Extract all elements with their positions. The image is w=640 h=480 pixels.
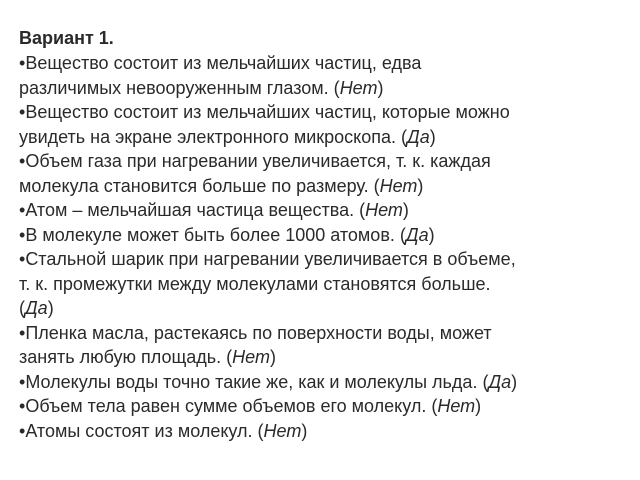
statement-text: В молекуле может быть более 1000 атомов. ( [25, 224, 406, 245]
bullet-marker: • [19, 249, 26, 269]
statement-text: т. к. промежутки между молекулами становятся больше. [19, 273, 491, 294]
answer-text: Да [488, 371, 512, 392]
bullet-marker: • [19, 224, 26, 245]
answer-text: Нет [339, 77, 378, 98]
answer-text: Нет [263, 420, 302, 441]
document [19, 26, 631, 443]
closing-paren: ) [377, 77, 384, 98]
bullet-marker: • [19, 396, 26, 416]
statement-text: Вещество состоит из мельчайших частиц, которые можно [25, 102, 510, 122]
statement-text: различимых невооруженным глазом. ( [19, 77, 340, 98]
statement-text: занять любую площадь. ( [19, 347, 233, 367]
statement-line [19, 100, 631, 125]
answer-text: Да [25, 298, 48, 318]
answer-text: Нет [437, 396, 476, 416]
closing-paren: ) [429, 126, 436, 147]
bullet-marker: • [19, 53, 26, 73]
closing-paren: ) [47, 298, 54, 318]
closing-paren: ) [475, 396, 482, 416]
statement-item [19, 247, 631, 321]
bullet-marker: • [19, 420, 26, 441]
answer-text: Нет [379, 175, 418, 196]
bullet-marker: • [19, 200, 26, 220]
statement-text: Объем тела равен сумме объемов его молекул. ( [25, 396, 438, 416]
answer-text: Да [407, 126, 430, 147]
statement-line [19, 223, 631, 248]
statement-line [19, 345, 631, 370]
statement-text: Объем газа при нагревании увеличивается, т. к. каждая [25, 151, 491, 171]
statement-line [19, 419, 631, 444]
statement-line [19, 125, 631, 150]
statement-list [19, 51, 631, 443]
variant-title: Вариант 1. [19, 28, 114, 48]
closing-paren: ) [417, 175, 424, 196]
statement-line [19, 296, 631, 321]
statement-text: Атомы состоят из молекул. ( [25, 420, 264, 441]
statement-text: ( [19, 298, 25, 318]
bullet-marker: • [19, 151, 26, 171]
bullet-marker: • [19, 102, 26, 122]
statement-line [19, 149, 631, 174]
statement-item [19, 51, 631, 100]
answer-text: Да [405, 224, 429, 245]
statement-text: Пленка масла, растекаясь по поверхности воды, может [25, 322, 492, 343]
statement-item [19, 198, 631, 223]
bullet-marker: • [19, 322, 26, 343]
statement-item [19, 149, 631, 198]
closing-paren: ) [428, 224, 435, 245]
statement-line [19, 247, 631, 272]
closing-paren: ) [402, 200, 409, 220]
statement-item [19, 321, 631, 370]
statement-line [19, 272, 631, 297]
statement-text: Молекулы воды точно такие же, как и молекулы льда. ( [25, 371, 489, 392]
statement-line [19, 370, 631, 395]
statement-text: увидеть на экране электронного микроскопа. ( [19, 126, 408, 147]
closing-paren: ) [269, 347, 276, 367]
bullet-marker: • [19, 371, 26, 392]
statement-item [19, 394, 631, 419]
closing-paren: ) [301, 420, 308, 441]
statement-line [19, 174, 631, 199]
statement-line [19, 198, 631, 223]
answer-text: Нет [365, 200, 403, 220]
statement-item [19, 100, 631, 149]
statement-line [19, 51, 631, 76]
closing-paren: ) [511, 371, 518, 392]
answer-text: Нет [232, 347, 270, 367]
statement-text: Атом – мельчайшая частица вещества. ( [25, 200, 366, 220]
statement-text: молекула становится больше по размеру. ( [19, 175, 380, 196]
statement-text: Стальной шарик при нагревании увеличивается в объеме, [25, 249, 516, 269]
statement-line [19, 394, 631, 419]
statement-line [19, 321, 631, 346]
statement-line [19, 76, 631, 101]
statement-item [19, 419, 631, 444]
statement-item [19, 223, 631, 248]
statement-text: Вещество состоит из мельчайших частиц, едва [25, 53, 422, 73]
statement-item [19, 370, 631, 395]
